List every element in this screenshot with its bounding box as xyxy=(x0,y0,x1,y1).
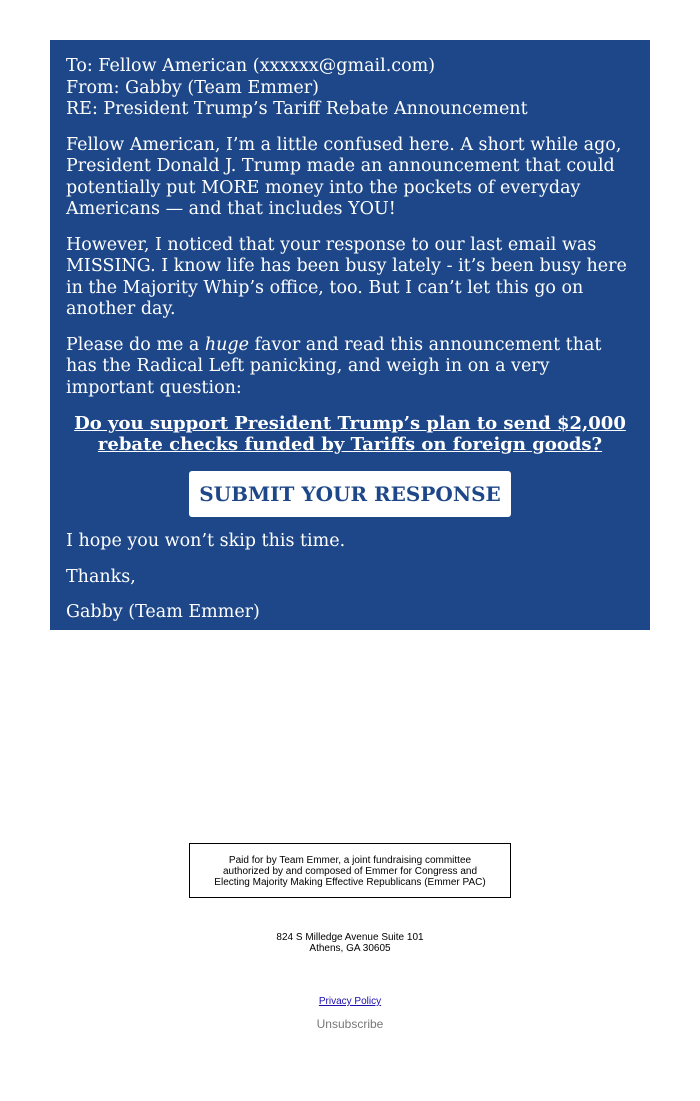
text: favor and read this announcement that has the Radical Left panicking, and weigh in on a very important question: xyxy=(66,334,602,398)
from-line: From: Gabby (Team Emmer) xyxy=(66,77,319,98)
text: Please do me a xyxy=(66,334,205,355)
privacy-row xyxy=(0,996,700,1007)
question-link[interactable]: Do you support President Trump’s plan to send $2,000 rebate checks funded by Tariffs on foreign goods? xyxy=(74,413,626,455)
disclaimer-line: authorized by and composed of Emmer for Congress and xyxy=(222,866,478,877)
email-header xyxy=(66,56,634,121)
signature: Gabby (Team Emmer) xyxy=(66,602,260,622)
paragraph-3 xyxy=(66,335,634,400)
subject-line: RE: President Trump’s Tariff Rebate Announcement xyxy=(66,99,528,119)
email-card xyxy=(50,40,650,630)
submit-response-button[interactable]: SUBMIT YOUR RESPONSE xyxy=(189,471,511,517)
address xyxy=(0,932,700,954)
address-line: Athens, GA 30605 xyxy=(309,943,391,954)
disclaimer-line: Paid for by Team Emmer, a joint fundraising committee xyxy=(228,855,472,866)
unsubscribe-link[interactable]: Unsubscribe xyxy=(316,1017,384,1031)
thanks-line: Thanks, xyxy=(66,566,136,587)
to-line: To: Fellow American (xxxxxx@gmail.com) xyxy=(66,56,436,76)
address-line: 824 S Milledge Avenue Suite 101 xyxy=(276,932,424,943)
privacy-policy-link[interactable]: Privacy Policy xyxy=(318,996,382,1007)
emphasis: huge xyxy=(204,334,249,355)
closing-line: I hope you won’t skip this time. xyxy=(66,531,346,551)
disclaimer-box xyxy=(189,843,511,898)
disclaimer-line: Electing Majority Making Effective Republicans (Emmer PAC) xyxy=(214,877,486,888)
paragraph-2: However, I noticed that your response to our last email was MISSING. I know life has been busy lately - it’s been busy here in the Majority Whip’s office, too. But I can’t let this go on another day. xyxy=(66,234,627,319)
paragraph-1: Fellow American, I’m a little confused here. A short while ago, President Donald J. Trump made an announcement that could potentially put MORE money into the pockets of everyday Americans — and that includes YOU! xyxy=(66,134,622,219)
